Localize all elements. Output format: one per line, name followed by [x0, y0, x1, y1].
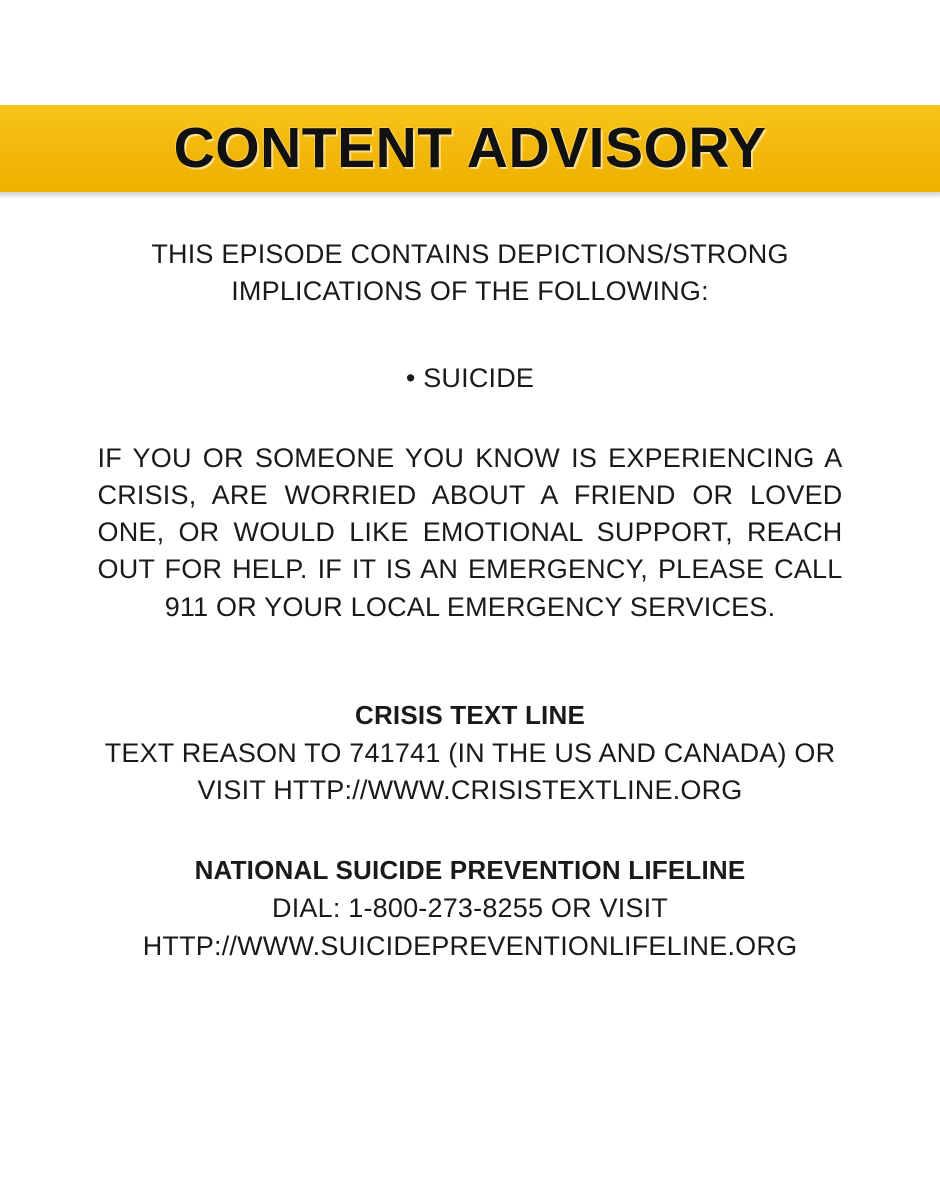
intro-line-1: THIS EPISODE CONTAINS DEPICTIONS/STRONG [151, 239, 789, 269]
resource-title: NATIONAL SUICIDE PREVENTION LIFELINE [194, 855, 746, 886]
intro-text [120, 236, 820, 311]
topic-list [0, 363, 940, 394]
advisory-banner [0, 105, 940, 192]
resource-details [40, 735, 900, 810]
intro-line-2: IMPLICATIONS OF THE FOLLOWING: [231, 276, 709, 307]
banner-drop-shadow [0, 192, 940, 199]
page-title: CONTENT ADVISORY [173, 116, 767, 180]
resource-line-1: DIAL: 1-800-273-8255 OR VISIT [272, 893, 668, 924]
resource-suicide-prevention-lifeline [0, 855, 940, 965]
resource-crisis-text-line [0, 700, 940, 810]
resource-line-2: VISIT HTTP://WWW.CRISISTEXTLINE.ORG [197, 775, 743, 805]
crisis-paragraph: IF YOU OR SOMEONE YOU KNOW IS EXPERIENCING A CRISIS, ARE WORRIED ABOUT A FRIEND OR LOVED ONE, OR WOULD LIKE EMOTIONAL SUPPORT, REACH OUT FOR HELP. IF IT IS AN EMERGENCY, PLEASE CALL 911 OR YOUR LOCAL EMERGENCY SERVICES. [97, 442, 843, 622]
resource-line-1: TEXT REASON TO 741741 (IN THE US AND CANADA) OR [104, 737, 836, 768]
list-item: • SUICIDE [405, 362, 535, 393]
resource-title: CRISIS TEXT LINE [354, 699, 585, 730]
resource-details [40, 890, 900, 965]
resource-line-2: HTTP://WWW.SUICIDEPREVENTIONLIFELINE.ORG [142, 930, 798, 961]
advisory-body [0, 236, 940, 965]
